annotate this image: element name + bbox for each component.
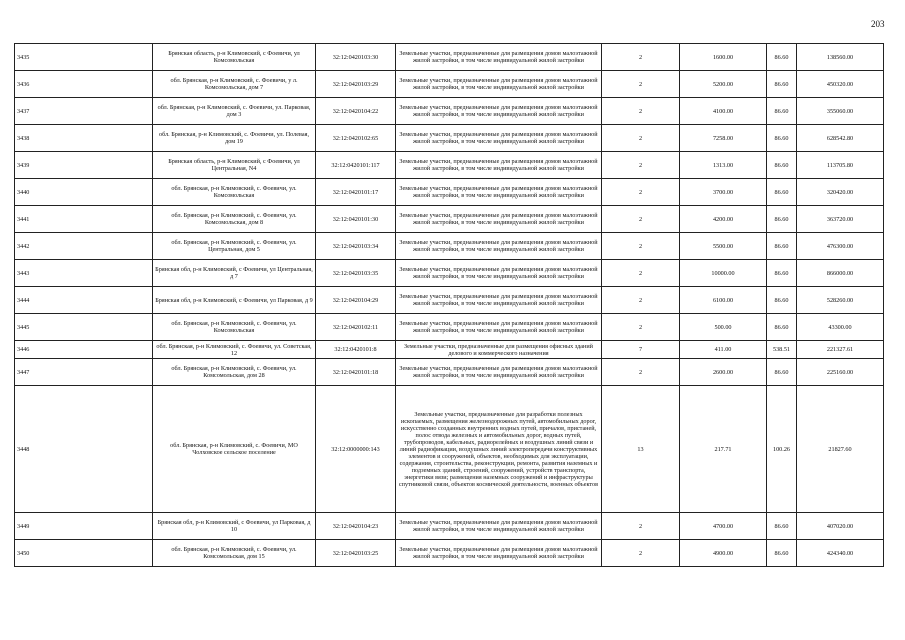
cadastral-value-cell: 43300.00 <box>797 314 884 341</box>
table-row <box>15 513 884 540</box>
land-use-cell: Земельные участки, предназначенные для разработки полезных ископаемых, размещения железнодорожных путей, автомобильных дорог, искусственно созданных внутренних водных путей, причалов, пристаней, полос отвода железных и автомобильных дорог, водных путей, трубопроводов, кабельных, радиорелейных и воздушных линий связи и линий радиофикации, воздушных линий электропередачи конструктивных элементов и сооружений, объектов, необходимых для эксплуатации, содержания, строительства, реконструкции, ремонта, развития наземных и подземных зданий, строений, сооружений, устройств транспорта, энергетики вязи; размещения наземных сооружений и инфраструктуры спутниковой связи, объектов космической деятельности, военных объектов <box>396 386 602 513</box>
land-use-cell: Земельные участки, предназначенные для размещения домов малоэтажной жилой застройки, в том числе индивидуальной жилой застройки <box>396 359 602 386</box>
land-use-cell: Земельные участки, предназначенные для размещения домов малоэтажной жилой застройки, в том числе индивидуальной жилой застройки <box>396 98 602 125</box>
specific-value-cell: 86.60 <box>767 71 797 98</box>
table-row <box>15 260 884 287</box>
table-row <box>15 44 884 71</box>
specific-value-cell: 86.60 <box>767 513 797 540</box>
record-number: 3442 <box>15 233 153 260</box>
cadastral-number-cell: 32:12:0420102:11 <box>316 314 396 341</box>
use-category-cell: 2 <box>602 44 680 71</box>
cadastral-number-cell: 32:12:0420101:117 <box>316 152 396 179</box>
address-cell: обл. Брянская, р-н Климовский, с. Фоевичи, ул. Советская, 12 <box>153 341 316 359</box>
area-cell: 4900.00 <box>680 540 767 567</box>
land-use-cell: Земельные участки, предназначенные для размещения домов малоэтажной жилой застройки, в том числе индивидуальной жилой застройки <box>396 513 602 540</box>
table-row <box>15 540 884 567</box>
cadastral-value-cell: 113705.80 <box>797 152 884 179</box>
specific-value-cell: 86.60 <box>767 233 797 260</box>
land-use-cell: Земельные участки, предназначенные для размещения домов малоэтажной жилой застройки, в том числе индивидуальной жилой застройки <box>396 260 602 287</box>
table-body <box>15 44 884 567</box>
cadastral-number-cell: 32:12:0420101:18 <box>316 359 396 386</box>
use-category-cell: 2 <box>602 206 680 233</box>
cadastral-number-cell: 32:12:0420103:25 <box>316 540 396 567</box>
cadastral-number-cell: 32:12:0420102:65 <box>316 125 396 152</box>
cadastral-value-cell: 866000.00 <box>797 260 884 287</box>
address-cell: Брянская область, р-н Климовский, с Фоевичи, ул Комсомольская <box>153 44 316 71</box>
cadastral-value-cell: 355060.00 <box>797 98 884 125</box>
use-category-cell: 2 <box>602 233 680 260</box>
specific-value-cell: 86.60 <box>767 125 797 152</box>
land-use-cell: Земельные участки, предназначенные для размещения домов малоэтажной жилой застройки, в том числе индивидуальной жилой застройки <box>396 44 602 71</box>
specific-value-cell: 86.60 <box>767 314 797 341</box>
use-category-cell: 2 <box>602 179 680 206</box>
address-cell: обл. Брянская, р-н Климовский, с. Фоевичи, у л. Комсомольская, дом 7 <box>153 71 316 98</box>
cadastral-value-cell: 225160.00 <box>797 359 884 386</box>
specific-value-cell: 86.60 <box>767 179 797 206</box>
area-cell: 10000.00 <box>680 260 767 287</box>
land-use-cell: Земельные участки, предназначенные для размещения домов малоэтажной жилой застройки, в том числе индивидуальной жилой застройки <box>396 179 602 206</box>
use-category-cell: 2 <box>602 125 680 152</box>
cadastral-value-cell: 476300.00 <box>797 233 884 260</box>
area-cell: 7258.00 <box>680 125 767 152</box>
cadastral-number-cell: 32:12:0420101:17 <box>316 179 396 206</box>
table-row <box>15 386 884 513</box>
area-cell: 5500.00 <box>680 233 767 260</box>
table-row <box>15 206 884 233</box>
cadastral-value-cell: 363720.00 <box>797 206 884 233</box>
address-cell: обл. Брянская, р-н Климовский, с. Фоевичи, ул. Комсомольская <box>153 179 316 206</box>
table-row <box>15 98 884 125</box>
area-cell: 4100.00 <box>680 98 767 125</box>
use-category-cell: 2 <box>602 314 680 341</box>
area-cell: 4200.00 <box>680 206 767 233</box>
cadastral-value-cell: 21827.60 <box>797 386 884 513</box>
table-row <box>15 233 884 260</box>
page-number: 203 <box>871 19 885 29</box>
record-number: 3444 <box>15 287 153 314</box>
area-cell: 5200.00 <box>680 71 767 98</box>
record-number: 3435 <box>15 44 153 71</box>
specific-value-cell: 86.60 <box>767 152 797 179</box>
specific-value-cell: 86.60 <box>767 98 797 125</box>
area-cell: 1600.00 <box>680 44 767 71</box>
address-cell: обл. Брянская, р-н Климовский, с. Фоевичи, ул. Комсомольская, дом 28 <box>153 359 316 386</box>
land-use-cell: Земельные участки, предназначенные для размещения домов малоэтажной жилой застройки, в том числе индивидуальной жилой застройки <box>396 540 602 567</box>
table-row <box>15 314 884 341</box>
land-use-cell: Земельные участки, предназначенные для размещения домов малоэтажной жилой застройки, в том числе индивидуальной жилой застройки <box>396 233 602 260</box>
table-row <box>15 341 884 359</box>
land-use-cell: Земельные участки, предназначенные для размещения домов малоэтажной жилой застройки, в том числе индивидуальной жилой застройки <box>396 314 602 341</box>
address-cell: обл. Брянская, р-н Климовский, с. Фоевичи, ул. Комсомольская, дом 15 <box>153 540 316 567</box>
cadastral-value-cell: 407020.00 <box>797 513 884 540</box>
cadastral-value-cell: 628542.80 <box>797 125 884 152</box>
record-number: 3437 <box>15 98 153 125</box>
cadastral-value-cell: 528260.00 <box>797 287 884 314</box>
cadastral-number-cell: 32:12:0420104:22 <box>316 98 396 125</box>
cadastral-value-cell: 424340.00 <box>797 540 884 567</box>
address-cell: обл. Брянская, р-н Климовский, с. Фоевичи, ул. Комсомольская, дом 8 <box>153 206 316 233</box>
cadastral-number-cell: 32:12:0420101:30 <box>316 206 396 233</box>
table-row <box>15 152 884 179</box>
use-category-cell: 2 <box>602 287 680 314</box>
cadastral-value-table <box>14 43 884 567</box>
use-category-cell: 7 <box>602 341 680 359</box>
cadastral-value-cell: 450320.00 <box>797 71 884 98</box>
land-use-cell: Земельные участки, предназначенные для размещения домов малоэтажной жилой застройки, в том числе индивидуальной жилой застройки <box>396 287 602 314</box>
record-number: 3440 <box>15 179 153 206</box>
cadastral-value-cell: 320420.00 <box>797 179 884 206</box>
address-cell: обл. Брянская, р-н Климовский, с. Фоевичи, ул. Комсомольская <box>153 314 316 341</box>
use-category-cell: 13 <box>602 386 680 513</box>
specific-value-cell: 538.51 <box>767 341 797 359</box>
address-cell: обл. Брянская, р-н Климовский, с. Фоевичи, ул. Парковая, дом 3 <box>153 98 316 125</box>
specific-value-cell: 100.26 <box>767 386 797 513</box>
specific-value-cell: 86.60 <box>767 206 797 233</box>
address-cell: Брянская обл, р-н Климовский, с Фоевичи, ул Центральная, д 7 <box>153 260 316 287</box>
area-cell: 1313.00 <box>680 152 767 179</box>
use-category-cell: 2 <box>602 71 680 98</box>
use-category-cell: 2 <box>602 260 680 287</box>
record-number: 3449 <box>15 513 153 540</box>
cadastral-number-cell: 32:12:0420101:8 <box>316 341 396 359</box>
area-cell: 2600.00 <box>680 359 767 386</box>
land-use-cell: Земельные участки, предназначенные для размещения домов малоэтажной жилой застройки, в том числе индивидуальной жилой застройки <box>396 125 602 152</box>
table-row <box>15 179 884 206</box>
area-cell: 217.71 <box>680 386 767 513</box>
record-number: 3450 <box>15 540 153 567</box>
land-use-cell: Земельные участки, предназначенные для размещения домов малоэтажной жилой застройки, в том числе индивидуальной жилой застройки <box>396 206 602 233</box>
record-number: 3448 <box>15 386 153 513</box>
table-row <box>15 359 884 386</box>
record-number: 3441 <box>15 206 153 233</box>
use-category-cell: 2 <box>602 513 680 540</box>
area-cell: 4700.00 <box>680 513 767 540</box>
area-cell: 411.00 <box>680 341 767 359</box>
land-use-cell: Земельные участки, предназначенные для размещения домов малоэтажной жилой застройки, в том числе индивидуальной жилой застройки <box>396 71 602 98</box>
table-row <box>15 71 884 98</box>
specific-value-cell: 86.60 <box>767 44 797 71</box>
cadastral-number-cell: 32:12:0420104:29 <box>316 287 396 314</box>
use-category-cell: 2 <box>602 152 680 179</box>
area-cell: 6100.00 <box>680 287 767 314</box>
use-category-cell: 2 <box>602 540 680 567</box>
table-row <box>15 125 884 152</box>
address-cell: обл. Брянская, р-н Климовский, с. Фоевичи, ул. Центральная, дом 5 <box>153 233 316 260</box>
land-use-cell: Земельные участки, предназначенные для размещения офисных зданий делового и коммерческого назначения <box>396 341 602 359</box>
cadastral-number-cell: 32:12:0000000:143 <box>316 386 396 513</box>
record-number: 3446 <box>15 341 153 359</box>
record-number: 3436 <box>15 71 153 98</box>
area-cell: 500.00 <box>680 314 767 341</box>
record-number: 3443 <box>15 260 153 287</box>
cadastral-number-cell: 32:12:0420103:35 <box>316 260 396 287</box>
record-number: 3438 <box>15 125 153 152</box>
record-number: 3439 <box>15 152 153 179</box>
address-cell: Брянская обл, р-н Климовский, с Фоевичи, ул Парковая, д 9 <box>153 287 316 314</box>
record-number: 3445 <box>15 314 153 341</box>
land-use-cell: Земельные участки, предназначенные для размещения домов малоэтажной жилой застройки, в том числе индивидуальной жилой застройки <box>396 152 602 179</box>
cadastral-value-cell: 221327.61 <box>797 341 884 359</box>
address-cell: Брянская обл, р-н Климовский, с Фоевичи, ул Парковая, д 10 <box>153 513 316 540</box>
cadastral-number-cell: 32:12:0420103:29 <box>316 71 396 98</box>
cadastral-value-cell: 138560.00 <box>797 44 884 71</box>
specific-value-cell: 86.60 <box>767 260 797 287</box>
use-category-cell: 2 <box>602 98 680 125</box>
record-number: 3447 <box>15 359 153 386</box>
address-cell: Брянская область, р-н Климовский, с Фоевичи, ул Центральная, N4 <box>153 152 316 179</box>
address-cell: обл. Брянская, р-н Климовский, с. Фоевичи, МО Чолховское сельское поселение <box>153 386 316 513</box>
area-cell: 3700.00 <box>680 179 767 206</box>
specific-value-cell: 86.60 <box>767 287 797 314</box>
cadastral-number-cell: 32:12:0420103:30 <box>316 44 396 71</box>
cadastral-number-cell: 32:12:0420104:23 <box>316 513 396 540</box>
cadastral-number-cell: 32:12:0420103:34 <box>316 233 396 260</box>
specific-value-cell: 86.60 <box>767 540 797 567</box>
specific-value-cell: 86.60 <box>767 359 797 386</box>
table-row <box>15 287 884 314</box>
address-cell: обл. Брянская, р-н Климовский, с. Фоевичи, ул. Полевая, дом 19 <box>153 125 316 152</box>
use-category-cell: 2 <box>602 359 680 386</box>
